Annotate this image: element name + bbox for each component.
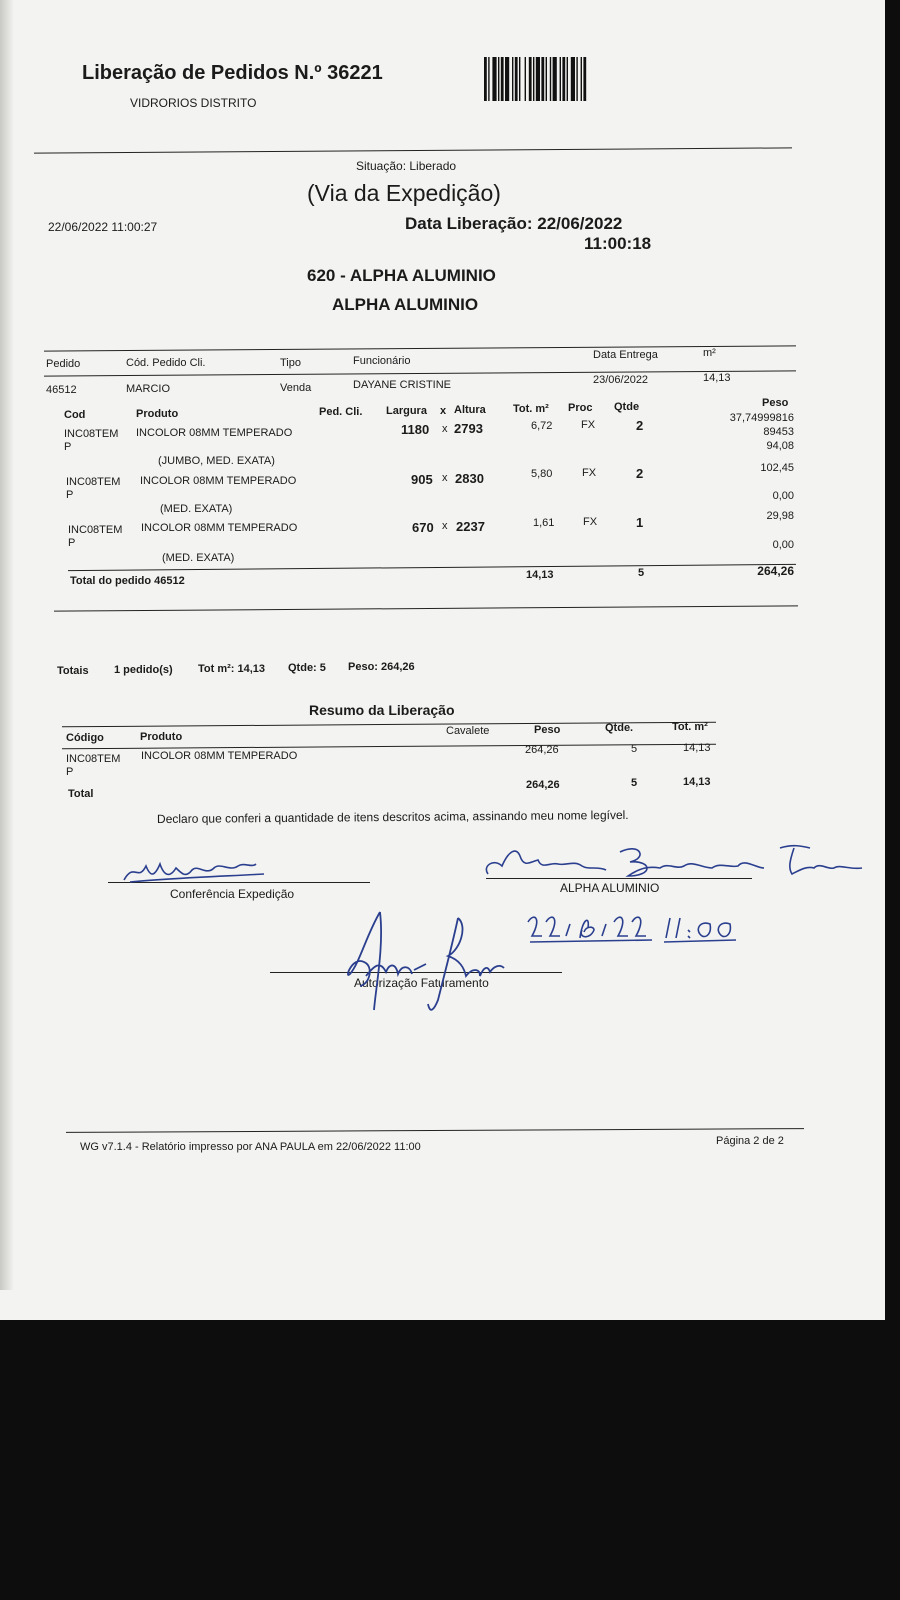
resumo-total-qtde: 5 — [631, 777, 638, 789]
col-altura: Altura — [454, 404, 486, 416]
autorizacao-signature-icon — [340, 906, 510, 1018]
value-cod-pedido-cli: MARCIO — [126, 383, 170, 395]
hora-liberacao: 11:00:18 — [584, 234, 652, 253]
label-tipo: Tipo — [280, 357, 301, 369]
item-2-x: x — [442, 472, 448, 484]
item-1-tot-m2: 6,72 — [531, 420, 553, 432]
item-3-detail: (MED. EXATA) — [162, 552, 235, 564]
order-total-qtde: 5 — [638, 567, 645, 579]
item-1-cod-a: INC08TEM — [64, 428, 119, 440]
resumo-row-tot-m2: 14,13 — [683, 742, 711, 754]
footer-line — [66, 1128, 804, 1133]
value-data-entrega: 23/06/2022 — [593, 374, 649, 386]
value-funcionario: DAYANE CRISTINE — [353, 379, 451, 391]
item-2-cod-a: INC08TEM — [66, 476, 121, 488]
order-section-bottom-line — [54, 605, 798, 611]
client-label: ALPHA ALUMINIO — [560, 881, 660, 895]
col-x: x — [440, 405, 447, 417]
company-name: VIDRORIOS DISTRITO — [130, 96, 257, 110]
page-edge-shadow — [0, 0, 14, 1290]
resumo-col-qtde: Qtde. — [605, 722, 634, 734]
totals-label: Totais — [57, 665, 89, 677]
label-cod-pedido-cli: Cód. Pedido Cli. — [126, 357, 206, 369]
item-3-proc: FX — [583, 516, 598, 528]
item-2-proc: FX — [582, 467, 597, 479]
item-3-produto: INCOLOR 08MM TEMPERADO — [141, 522, 298, 534]
resumo-title: Resumo da Liberação — [309, 702, 455, 718]
item-1-qtde: 2 — [636, 418, 644, 433]
resumo-row-produto: INCOLOR 08MM TEMPERADO — [141, 750, 298, 762]
resumo-col-cavalete: Cavalete — [446, 725, 490, 737]
resumo-header-line — [62, 744, 716, 750]
item-3-largura: 670 — [412, 520, 434, 535]
label-data-entrega: Data Entrega — [593, 349, 658, 361]
value-pedido: 46512 — [46, 384, 77, 396]
item-2-peso-1: 102,45 — [760, 462, 794, 474]
order-total-line — [68, 564, 796, 571]
col-proc: Proc — [568, 402, 593, 414]
totals-tot-m2: Tot m²: 14,13 — [198, 663, 266, 675]
item-3-qtde: 1 — [636, 515, 644, 530]
client-line-2: ALPHA ALUMINIO — [332, 295, 479, 314]
item-2-qtde: 2 — [636, 466, 644, 481]
value-tipo: Venda — [280, 382, 312, 394]
report-title: Liberação de Pedidos N.º 36221 — [82, 62, 383, 84]
data-liberacao: Data Liberação: 22/06/2022 — [405, 214, 623, 233]
date-signature-icon — [524, 910, 748, 946]
item-1-altura: 2793 — [454, 421, 483, 436]
col-ped-cli: Ped. Cli. — [319, 406, 363, 418]
item-2-peso-2: 0,00 — [772, 490, 794, 502]
item-2-detail: (MED. EXATA) — [160, 503, 233, 515]
item-1-largura: 1180 — [401, 422, 430, 437]
resumo-col-codigo: Código — [66, 732, 104, 744]
col-largura: Largura — [386, 405, 427, 417]
totals-pedidos: 1 pedido(s) — [114, 664, 173, 676]
barcode-icon — [484, 57, 616, 101]
resumo-row-qtde: 5 — [631, 743, 638, 755]
resumo-row-cod-b: P — [66, 766, 74, 778]
totals-qtde: Qtde: 5 — [288, 662, 326, 674]
order-total-peso: 264,26 — [757, 564, 794, 578]
item-3-cod-a: INC08TEM — [68, 524, 123, 536]
item-3-x: x — [442, 520, 448, 532]
autorizacao-label: Autorização Faturamento — [354, 976, 489, 990]
item-3-peso-2: 0,00 — [772, 539, 794, 551]
item-2-cod-b: P — [66, 489, 74, 501]
item-1-x: x — [442, 423, 448, 435]
conferencia-signature-icon — [120, 852, 270, 888]
resumo-row-peso: 264,26 — [525, 744, 559, 756]
item-3-cod-b: P — [68, 537, 76, 549]
item-2-largura: 905 — [411, 472, 433, 487]
conferencia-label: Conferência Expedição — [170, 887, 295, 901]
item-1-detail: (JUMBO, MED. EXATA) — [158, 455, 275, 467]
label-funcionario: Funcionário — [353, 355, 411, 367]
resumo-col-peso: Peso — [534, 724, 561, 736]
resumo-total-peso: 264,26 — [526, 779, 560, 791]
item-1-peso-2: 89453 — [763, 426, 794, 438]
col-tot-m2: Tot. m² — [513, 403, 549, 415]
resumo-col-tot-m2: Tot. m² — [672, 721, 708, 733]
print-datetime: 22/06/2022 11:00:27 — [48, 220, 158, 234]
item-3-tot-m2: 1,61 — [533, 517, 555, 529]
resumo-total-tot-m2: 14,13 — [683, 776, 711, 788]
item-2-tot-m2: 5,80 — [531, 468, 553, 480]
item-1-peso-1: 37,74999816 — [729, 412, 794, 424]
item-3-altura: 2237 — [456, 519, 485, 534]
col-qtde: Qtde — [614, 401, 640, 413]
resumo-row-cod-a: INC08TEM — [66, 753, 121, 765]
item-1-peso-3: 94,08 — [766, 440, 794, 452]
label-pedido: Pedido — [46, 358, 81, 370]
col-peso: Peso — [762, 397, 789, 409]
via-title: (Via da Expedição) — [307, 180, 501, 206]
order-table-top-line — [44, 345, 796, 351]
item-2-produto: INCOLOR 08MM TEMPERADO — [140, 475, 297, 487]
item-3-peso-1: 29,98 — [766, 510, 794, 522]
item-1-cod-b: P — [64, 441, 72, 453]
resumo-col-produto: Produto — [140, 731, 183, 743]
footer-report-text: WG v7.1.4 - Relatório impresso por ANA PAULA em 22/06/2022 11:00 — [80, 1141, 421, 1153]
item-2-altura: 2830 — [455, 471, 484, 486]
client-signature-icon — [480, 838, 870, 888]
situacao-text: Situação: Liberado — [356, 159, 457, 173]
item-1-produto: INCOLOR 08MM TEMPERADO — [136, 427, 293, 439]
item-1-proc: FX — [581, 419, 596, 431]
declaration-text: Declaro que conferi a quantidade de itens descritos acima, assinando meu nome legível. — [156, 807, 629, 827]
order-total-tot-m2: 14,13 — [526, 569, 554, 581]
resumo-total-label: Total — [68, 788, 94, 800]
col-produto: Produto — [136, 408, 179, 420]
footer-page-number: Página 2 de 2 — [716, 1135, 784, 1147]
order-table-header-line — [44, 370, 796, 376]
label-m2: m² — [703, 347, 716, 359]
order-total-label: Total do pedido 46512 — [70, 575, 185, 587]
header-divider — [34, 147, 792, 153]
client-line-1: 620 - ALPHA ALUMINIO — [307, 266, 496, 285]
totals-peso: Peso: 264,26 — [348, 661, 415, 673]
col-cod: Cod — [64, 409, 86, 421]
value-m2: 14,13 — [703, 372, 731, 384]
